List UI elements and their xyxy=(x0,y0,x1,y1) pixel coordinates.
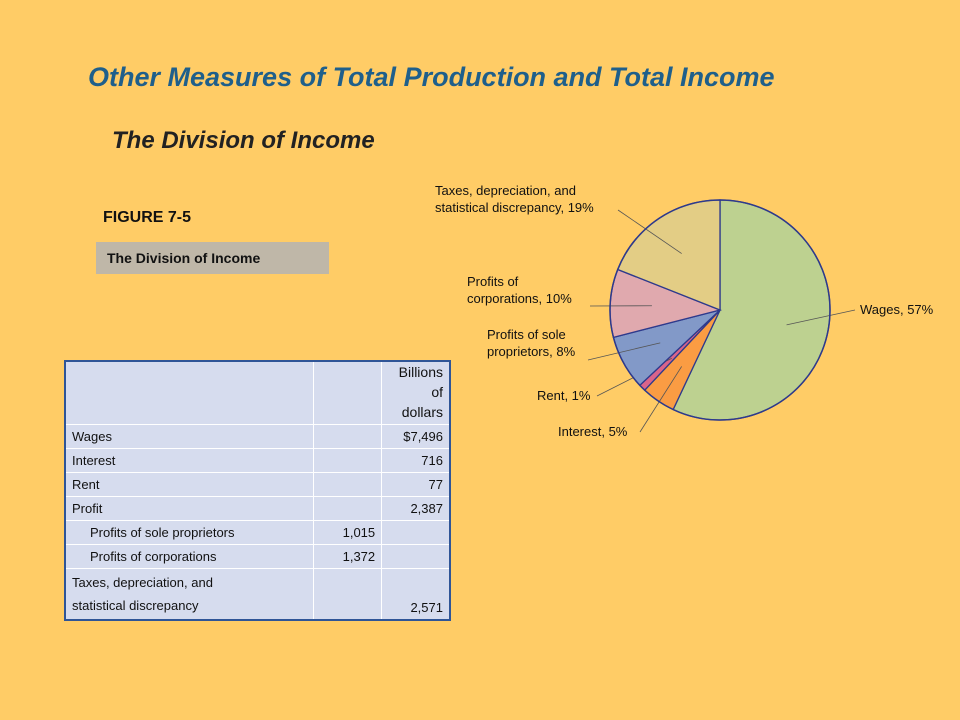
row-label: Rent xyxy=(65,473,313,497)
row-label-line: Taxes, depreciation, and xyxy=(72,575,213,590)
row-label: Profit xyxy=(65,497,313,521)
pie-label: Wages, 57% xyxy=(860,302,934,317)
pie-label: Profits of sole proprietors, 8% xyxy=(487,327,576,359)
row-sub-value: 1,015 xyxy=(313,521,381,545)
row-label: Profits of sole proprietors xyxy=(65,521,313,545)
units-line-1: Billions xyxy=(398,364,443,380)
pie-label: Taxes, depreciation, and statistical discrepancy, 19% xyxy=(435,183,594,215)
row-total-value: 2,571 xyxy=(382,569,450,621)
row-total-value: 716 xyxy=(382,449,450,473)
row-label: Wages xyxy=(65,425,313,449)
row-total-value: 77 xyxy=(382,473,450,497)
pie-label: Rent, 1% xyxy=(537,388,591,403)
page-subtitle: The Division of Income xyxy=(112,127,375,154)
page-title: Other Measures of Total Production and Total Income xyxy=(88,62,775,92)
row-total-value: 2,387 xyxy=(382,497,450,521)
row-label: Profits of corporations xyxy=(65,545,313,569)
pie-label: Interest, 5% xyxy=(558,424,628,439)
units-line-2: of dollars xyxy=(401,384,443,420)
row-total-value: $7,496 xyxy=(382,425,450,449)
row-label-line: statistical discrepancy xyxy=(72,598,199,613)
row-sub-value: 1,372 xyxy=(313,545,381,569)
figure-label: FIGURE 7-5 xyxy=(103,209,192,226)
figure-caption: The Division of Income xyxy=(96,242,329,274)
pie-label: Profits of corporations, 10% xyxy=(467,274,572,306)
row-label: Interest xyxy=(65,449,313,473)
